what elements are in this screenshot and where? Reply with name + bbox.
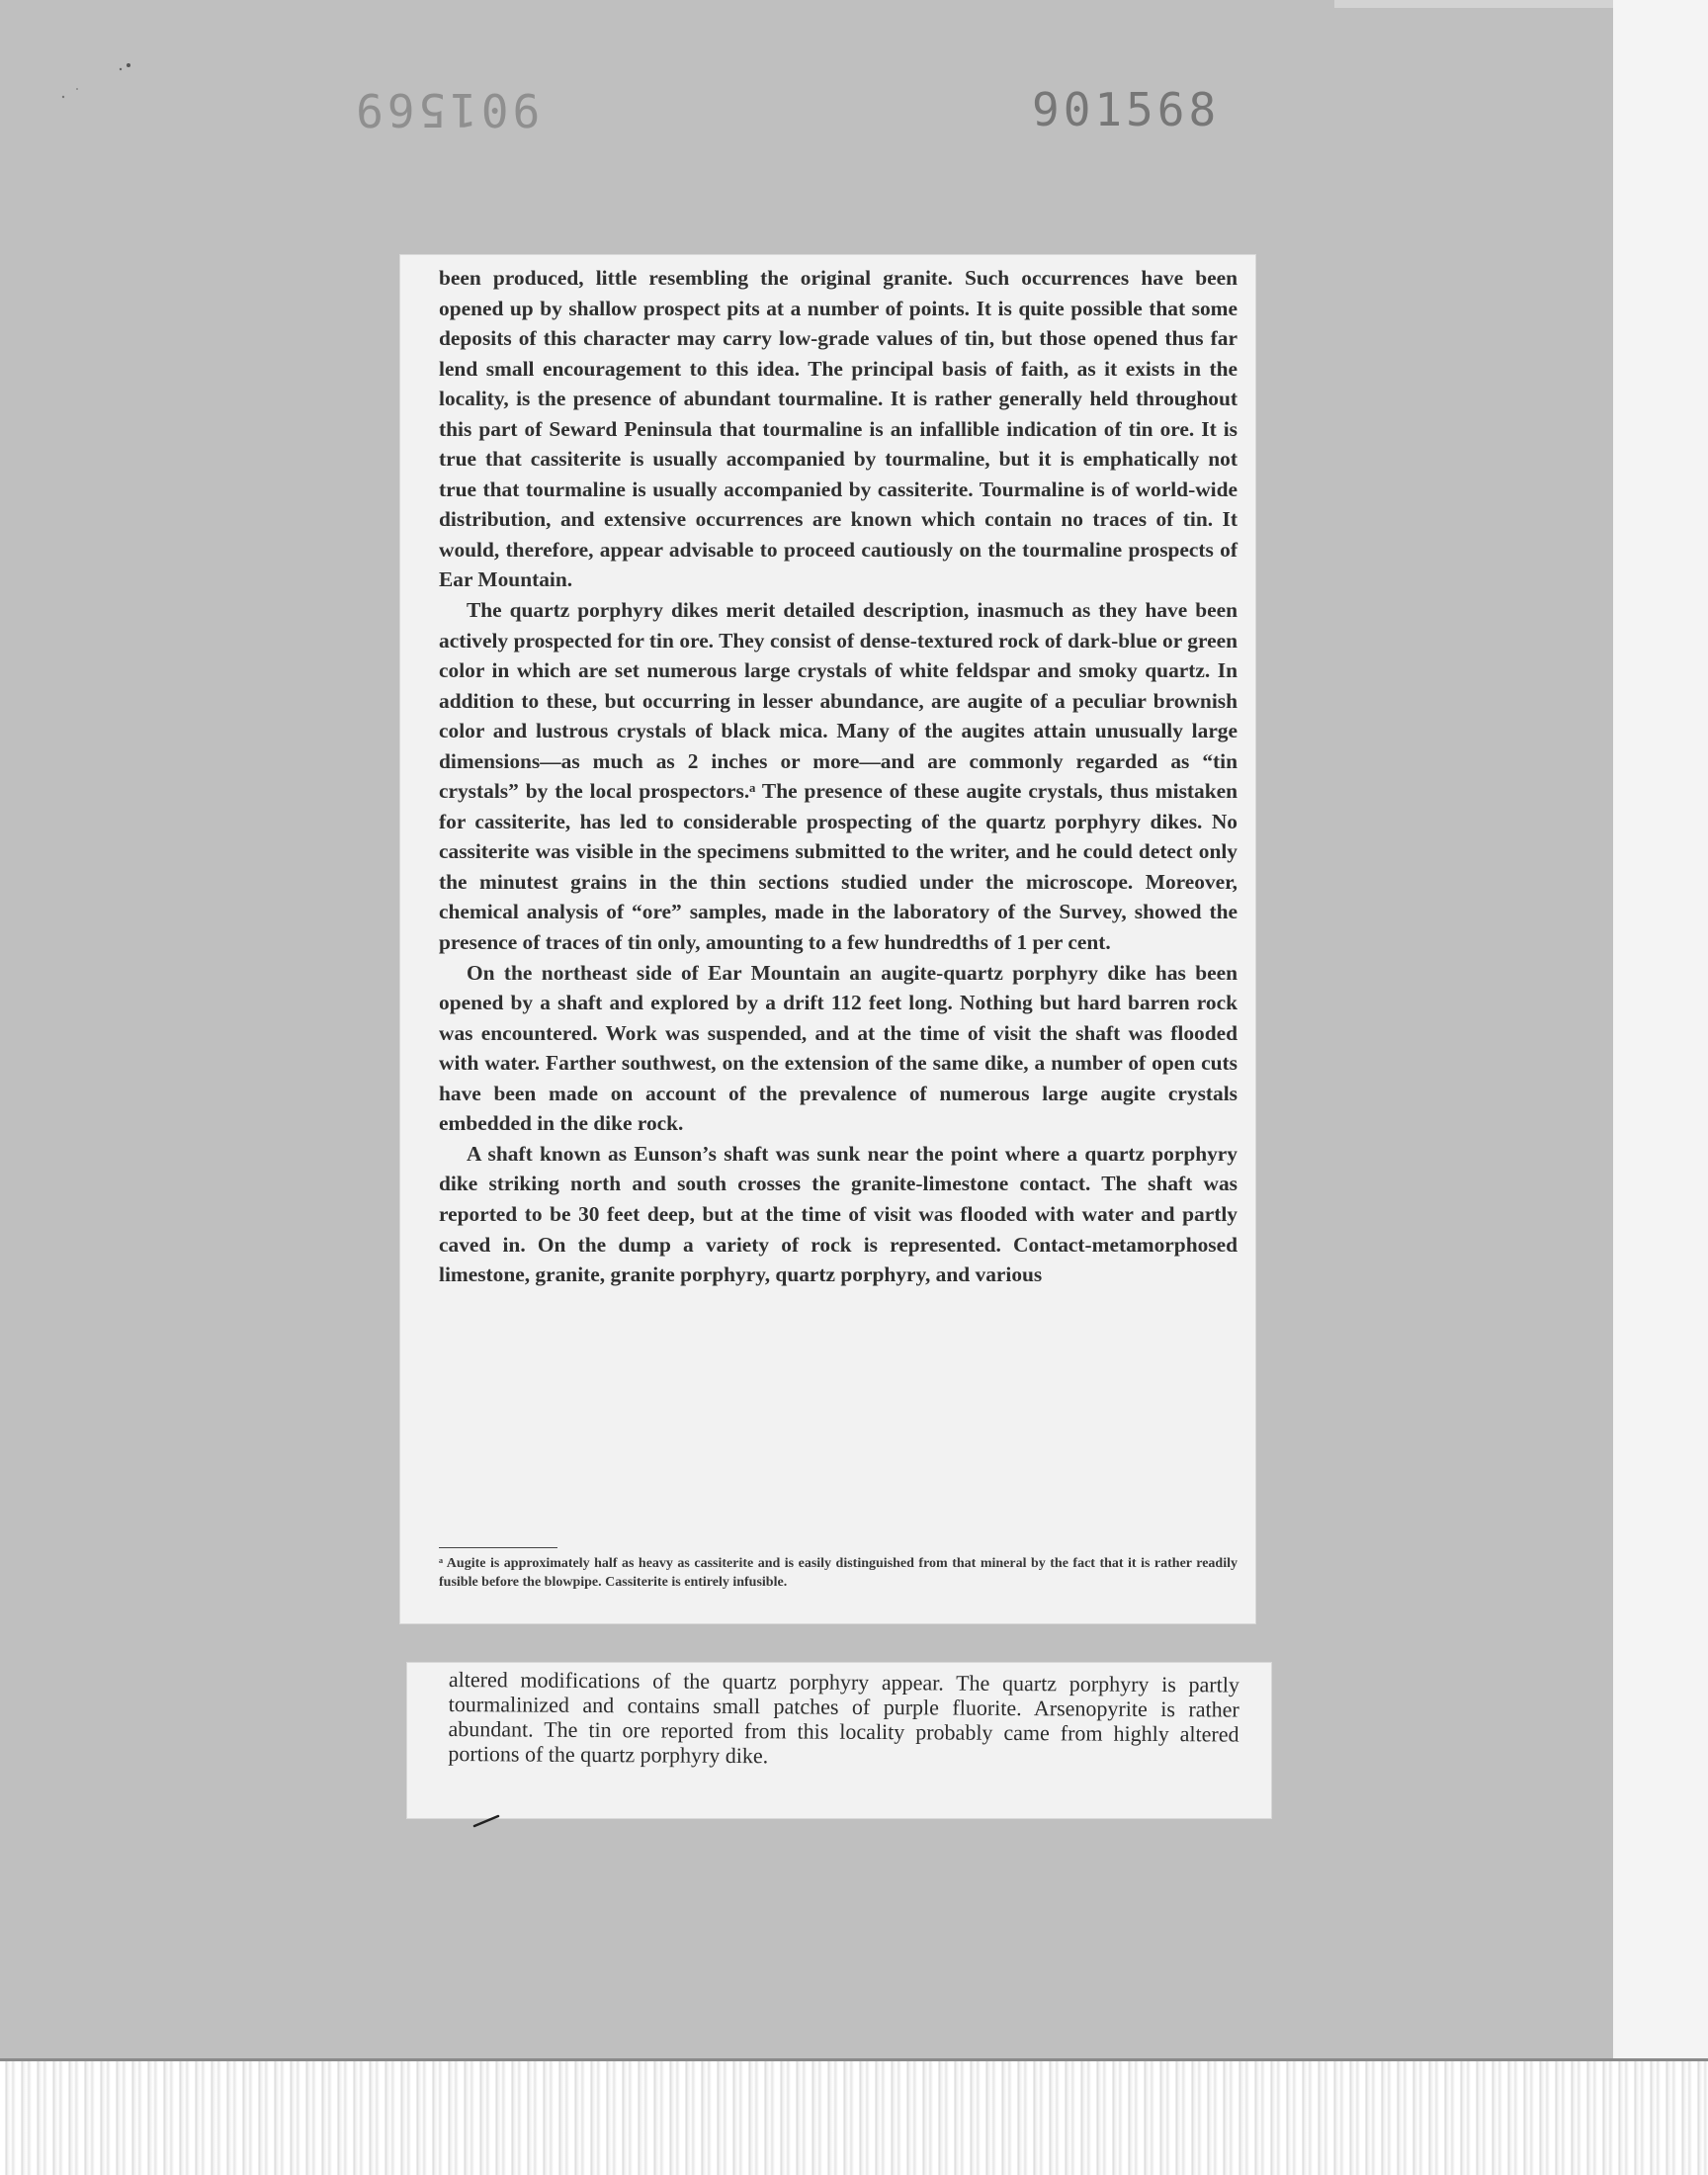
paragraph-4: A shaft known as Eunson’s shaft was sunk near the point where a quartz porphyry dike striking north and south crosses the granite-limestone contact. The shaft was reported to be 30 feet deep, but at the time of visit was flooded with water and partly caved in. On the dump a variety of rock is represented. Contact-metamorphosed limestone, granite, granite porphyry, quartz porphyry, and various xyxy=(439,1141,1238,1287)
scan-edge-line xyxy=(0,2058,1708,2061)
pencil-check-mark xyxy=(472,1810,502,1830)
paragraph-2: The quartz porphyry dikes merit detailed description, inasmuch as they have been actively prospected for tin ore. They consist of dense-textured rock of dark-blue or green color in which are set numerous large crystals of white feldspar and smoky quartz. In addition to these, but occurring in lesser abundance, are augite of a peculiar brownish color and lustrous crystals of black mica. Many of the augites attain unusually large dimensions—as much as 2 inches or more—and are commonly regarded as “tin crystals” by the local prospectors.ᵃ The presence of these augite crystals, thus mistaken for cassiterite, has led to considerable prospecting of the quartz porphyry dikes. No cassiterite was visible in the specimens submitted to the writer, and he could detect only the minutest grains in the thin sections studied under the microscope. Moreover, chemical analysis of “ore” samples, made in the laboratory of the Survey, showed the presence of traces of tin only, amounting to a few hundredths of 1 per cent. xyxy=(439,598,1238,955)
paragraph-1: been produced, little resembling the original granite. Such occurrences have been opened up by shallow prospect pits at a number of points. It is quite possible that some deposits of this character may carry low-grade values of tin, but those opened thus far lend small encouragement to this idea. The principal basis of faith, as it exists in the locality, is the presence of abundant tourmaline. It is rather generally held throughout this part of Seward Peninsula that tourmaline is an infallible indication of tin ore. It is true that cassiterite is usually accompanied by tourmaline, but it is emphatically not true that tourmaline is usually accompanied by cassiterite. Tourmaline is of world-wide distribution, and extensive occurrences are known which contain no traces of tin. It would, therefore, appear advisable to proceed cautiously on the tourmaline prospects of Ear Mountain. xyxy=(439,266,1238,592)
page-number-right: 901568 xyxy=(1032,83,1221,136)
scan-artifact-strip xyxy=(0,2058,1708,2175)
sheet-top-edge xyxy=(1334,0,1613,8)
body-text xyxy=(439,263,1238,1290)
main-text-clipping xyxy=(400,255,1255,1623)
page-number-left: 901569 xyxy=(352,83,541,136)
right-margin xyxy=(1613,0,1708,2058)
footnote: ᵃ Augite is approximately half as heavy as cassiterite and is easily distinguished from that mineral by the fact that it is rather readily fusible before the blowpipe. Cassiterite is entirely infusible. xyxy=(439,1556,1238,1590)
dust-specks xyxy=(59,59,138,109)
continuation-clipping xyxy=(407,1663,1271,1818)
paragraph-3: On the northeast side of Ear Mountain an augite-quartz porphyry dike has been opened by a shaft and explored by a drift 112 feet long. Nothing but hard barren rock was encountered. Work was suspended, and at the time of visit the shaft was flooded with water. Farther southwest, on the extension of the same dike, a number of open cuts have been made on account of the prevalence of numerous large augite crystals embedded in the dike rock. xyxy=(439,960,1238,1136)
continuation-text: altered modifications of the quartz porphyry appear. The quartz porphyry is partly tourmalinized and contains small patches of purple fluorite. Arsenopyrite is rather abundant. The tin ore reported from this locality probably came from highly altered portions of the quartz porphyry dike. xyxy=(448,1667,1239,1769)
footnote-rule xyxy=(439,1547,557,1548)
